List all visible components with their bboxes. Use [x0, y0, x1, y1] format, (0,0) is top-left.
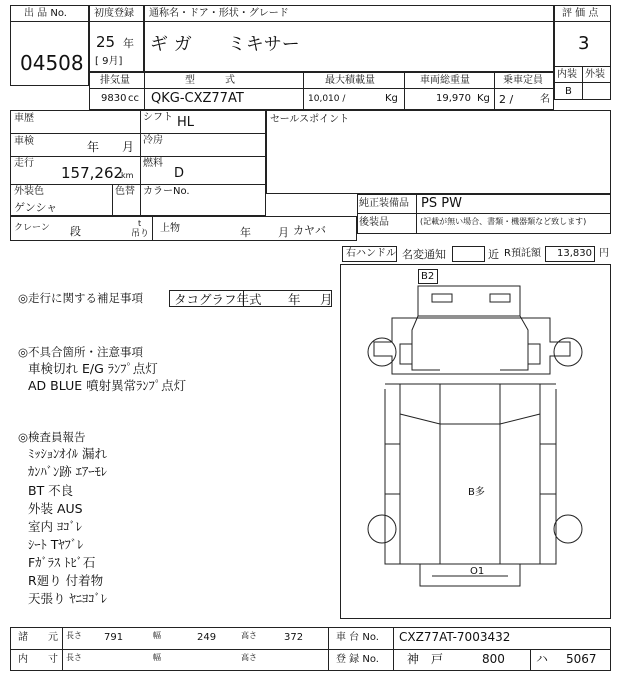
tachograph-label: タコグラフ年式: [174, 292, 262, 307]
interior-dims-label: 内 寸: [18, 654, 58, 665]
score-value: 3: [578, 33, 590, 54]
reg-region: 神 戸: [407, 652, 444, 666]
gross-weight-unit: Kg: [477, 93, 490, 104]
inspector-item: ﾐｯｼｮﾝｵｲﾙ 漏れ: [28, 446, 107, 461]
model-value: QKG-CXZ77AT: [151, 91, 244, 106]
lot-number: 04508: [20, 51, 84, 75]
max-load-label: 最大積載量: [325, 75, 375, 86]
first-reg-month: [ 9月]: [95, 56, 123, 67]
name-change-box: [452, 246, 485, 262]
length-label: 長さ: [66, 631, 82, 640]
carrier-year: 年: [240, 226, 251, 239]
tachograph-year: 年: [288, 292, 301, 307]
inspection-year: 年: [87, 140, 100, 154]
height-value: 372: [284, 632, 304, 643]
lot-label: 出 品 No.: [24, 8, 67, 19]
color-label: 外装色: [14, 186, 44, 197]
gross-weight-label: 車両総重量: [420, 75, 470, 86]
defects-title: ◎不具合箇所・注意事項: [18, 345, 144, 359]
defect-item: 車検切れ E/G ﾗﾝﾌﾟ点灯: [28, 361, 158, 376]
steering-side: 右ハンドル: [346, 248, 396, 259]
tachograph-month: 月: [320, 292, 333, 307]
name-change-mark: 近: [488, 248, 499, 261]
color-value: ゲンシャ: [14, 201, 58, 214]
interior-height-label: 高さ: [241, 653, 257, 662]
length-value: 791: [104, 632, 124, 643]
ac-label: 冷房: [143, 135, 163, 146]
chassis-label: 車 台 No.: [336, 632, 379, 643]
exterior-label: 外装: [585, 69, 605, 80]
inspector-item: 室内 ﾖｺﾞﾚ: [28, 519, 82, 534]
first-reg-label: 初度登録: [94, 8, 134, 19]
carrier-month: 月: [278, 226, 289, 239]
first-reg-year: 25: [96, 33, 116, 51]
vehicle-diagram: [340, 264, 611, 619]
capacity-value: 2 /: [499, 93, 514, 106]
tax-unit: 円: [599, 248, 609, 259]
chassis-value: CXZ77AT-7003432: [399, 630, 511, 644]
crane-label: クレーン: [14, 223, 50, 233]
car-name-label: 通称名・ドア・形状・グレード: [149, 8, 289, 19]
reg-kana: ハ: [536, 652, 549, 666]
inspector-item: ｼｰﾄ Tﾔﾌﾞﾚ: [28, 537, 84, 552]
equipment-value: PS PW: [421, 196, 462, 211]
fuel-value: D: [174, 166, 185, 181]
shift-value: HL: [177, 115, 195, 130]
fuel-label: 燃料: [143, 158, 163, 169]
interior-length-label: 長さ: [66, 653, 82, 662]
history-label: 車歴: [14, 113, 34, 124]
damage-mark-body: B多: [468, 487, 485, 498]
width-value: 249: [197, 632, 217, 643]
capacity-unit: 名: [540, 94, 550, 105]
max-load-value: 10,010 /: [308, 94, 346, 104]
inspector-item: R廻り 付着物: [28, 573, 104, 588]
height-label: 高さ: [241, 631, 257, 640]
sales-point-label: セールスポイント: [270, 114, 350, 125]
displacement-label: 排気量: [100, 75, 130, 86]
name-change-label: 名変通知: [402, 248, 446, 261]
model-label: 型 式: [185, 75, 235, 86]
max-load-unit: Kg: [385, 93, 398, 104]
width-label: 幅: [153, 631, 161, 640]
crane-ton-unit-top: t: [138, 219, 142, 228]
equipment-label: 純正装備品: [359, 198, 409, 209]
damage-mark-top: B2: [421, 271, 435, 282]
color-change-label: 色替: [115, 186, 135, 197]
interior-grade: B: [565, 86, 572, 97]
first-reg-year-unit: 年: [123, 37, 134, 50]
shift-label: シフト: [143, 112, 173, 123]
carrier-label: 上物: [160, 223, 180, 234]
crane-ton-unit: 吊り: [131, 229, 150, 239]
displacement-value: 9830: [101, 93, 127, 104]
inspection-month: 月: [122, 140, 135, 154]
running-notes-title: ◎走行に関する補足事項: [18, 291, 144, 305]
aftermarket-label: 後装品: [359, 217, 389, 228]
inspector-item: Fｶﾞﾗｽ ﾄﾋﾞ石: [28, 555, 96, 570]
inspector-item: ｶﾝﾊﾞﾝ跡 ｴｱｰﾓﾚ: [28, 464, 107, 479]
capacity-label: 乗車定員: [503, 75, 543, 86]
reg-class: 800: [482, 652, 505, 666]
defect-item: AD BLUE 噴射異常ﾗﾝﾌﾟ点灯: [28, 378, 187, 393]
aftermarket-note: (記載が無い場合、書類・機器類など致します): [420, 217, 587, 226]
crane-stage-unit: 段: [70, 225, 81, 238]
inspector-item: 外装 AUS: [28, 501, 83, 516]
score-label: 評 価 点: [562, 8, 599, 19]
tax-value: 13,830: [557, 248, 592, 259]
car-name: ギ ガ ミキサー: [150, 34, 300, 55]
mileage-value: 157,262: [61, 164, 124, 182]
gross-weight-value: 19,970: [436, 93, 471, 104]
inspector-item: BT 不良: [28, 483, 74, 498]
registration-label: 登 録 No.: [336, 654, 379, 665]
interior-width-label: 幅: [153, 653, 161, 662]
interior-label: 内装: [557, 69, 577, 80]
inspector-title: ◎検査員報告: [18, 430, 86, 444]
carrier-value: カヤバ: [293, 224, 326, 237]
reg-number: 5067: [566, 652, 597, 666]
inspection-label: 車検: [14, 136, 34, 147]
mileage-unit: km: [121, 171, 134, 180]
inspector-item: 天張り ﾔﾆﾖｺﾞﾚ: [28, 591, 107, 606]
displacement-unit: cc: [128, 93, 139, 104]
dims-label: 諸 元: [18, 632, 58, 643]
mileage-label: 走行: [14, 158, 34, 169]
damage-mark-rear: O1: [470, 566, 485, 577]
color-code-label: カラーNo.: [143, 186, 190, 197]
tax-label: R預託額: [504, 248, 541, 259]
